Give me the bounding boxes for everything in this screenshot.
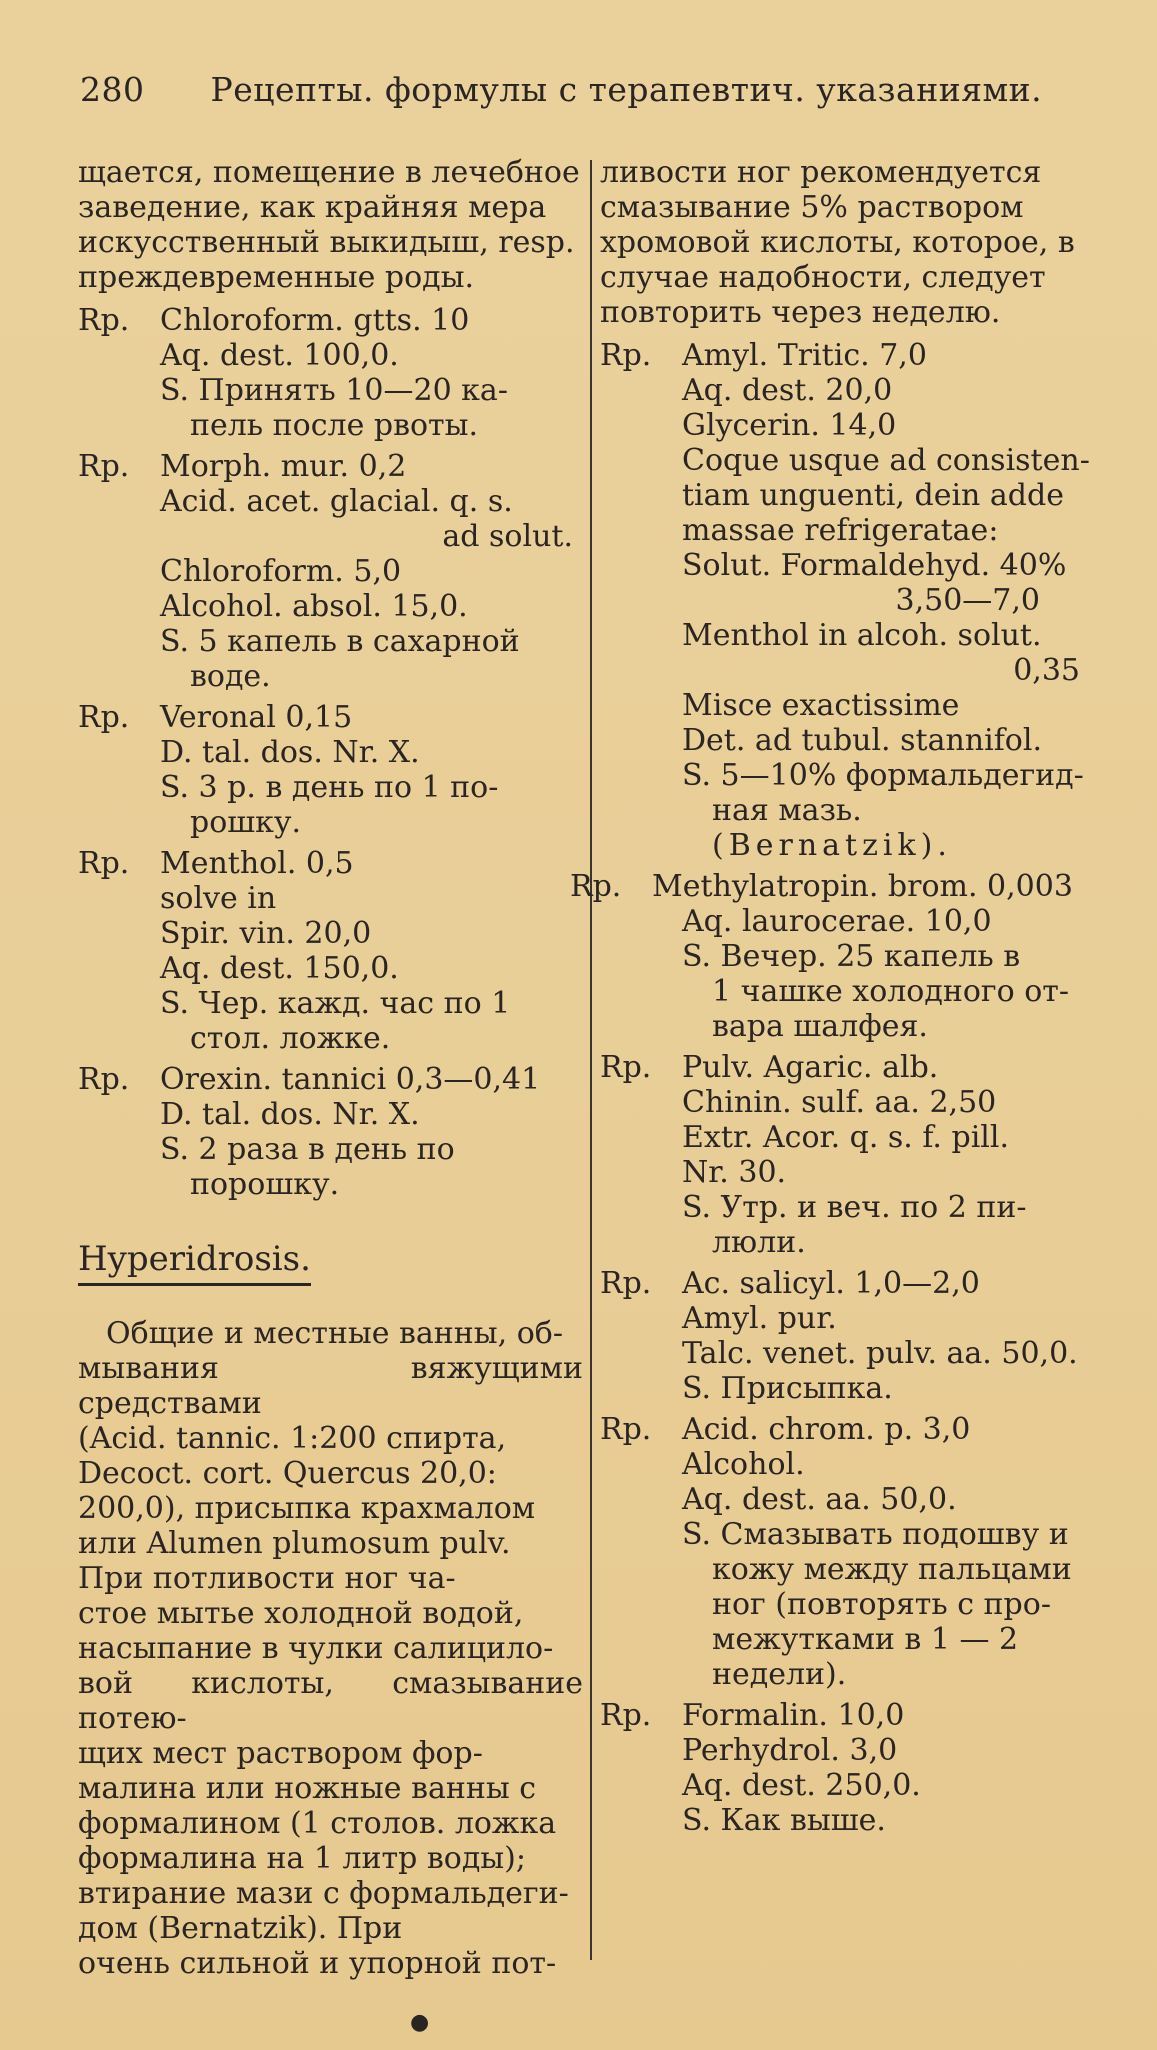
rx-line: вара шалфея. [712, 1009, 928, 1044]
rp-label: Rp. [78, 449, 130, 484]
prescription [78, 449, 583, 694]
column-divider [590, 160, 592, 1960]
rx-line: рошку. [190, 805, 302, 840]
rx-line: Aq. dest. 20,0 [682, 373, 893, 408]
rx-line: (Bernatzik). [712, 828, 952, 863]
rx-line: S. Как выше. [682, 1803, 886, 1838]
rx-line: Extr. Acor. q. s. f. pill. [682, 1120, 1010, 1155]
rx-line: Spir. vin. 20,0 [160, 916, 372, 951]
prescription-body [160, 449, 583, 694]
rx-line: Alcohol. absol. 15,0. [160, 589, 468, 624]
prescription [78, 303, 583, 443]
prescription-body [652, 869, 1100, 1044]
rx-line: Morph. mur. 0,2 [160, 449, 407, 484]
rx-line: Det. ad tubul. stannifol. [682, 723, 1042, 758]
rx-line: Menthol. 0,5 [160, 846, 354, 881]
rx-line: пель после рвоты. [190, 408, 479, 443]
rp-label: Rp. [600, 338, 652, 373]
rx-line: S. 3 р. в день по 1 по- [160, 770, 499, 805]
rx-line: Amyl. pur. [682, 1301, 837, 1336]
rp-label: Rp. [600, 1698, 652, 1733]
rp-label: Rp. [570, 869, 622, 904]
rx-line: воде. [190, 659, 271, 694]
text-line: мывания вяжущими средствами [78, 1351, 583, 1421]
ink-blot: ● [410, 2010, 430, 2035]
prescription-body [682, 1698, 1100, 1838]
rp-label: Rp. [600, 1412, 652, 1447]
text-line: хромовой кислоты, которое, в [600, 225, 1075, 260]
rx-line: Orexin. tannici 0,3—0,41 [160, 1062, 541, 1097]
section-paragraph [78, 1316, 583, 1981]
rx-line: недели). [712, 1657, 847, 1692]
rx-line: S. 5—10% формальдегид- [682, 758, 1084, 793]
rx-line: Chinin. sulf. aa. 2,50 [682, 1085, 997, 1120]
rx-line: кожу между пальцами [712, 1552, 1072, 1587]
rx-line: Coque usque ad consisten- [682, 443, 1090, 478]
prescription [600, 1698, 1100, 1838]
text-line: заведение, как крайняя мера [78, 190, 547, 225]
rx-line: люли. [712, 1225, 806, 1260]
rx-line: D. tal. dos. Nr. X. [160, 735, 420, 770]
text-line: При потливости ног ча- [78, 1561, 456, 1596]
rx-line: 0,35 [1013, 653, 1080, 688]
text-line: ливости ног рекомендуется [600, 155, 1042, 190]
rx-line: Aq. dest. 150,0. [160, 951, 399, 986]
rx-line: Pulv. Agaric. alb. [682, 1050, 939, 1085]
text-line: щается, помещение в лечебное [78, 155, 580, 190]
text-line: Общие и местные ванны, об- [106, 1316, 563, 1351]
rx-line: стол. ложке. [190, 1021, 391, 1056]
rx-line: Methylatropin. brom. 0,003 [652, 869, 1073, 904]
text-line: искусственный выкидыш, resp. [78, 225, 575, 260]
prescription-body [682, 1266, 1100, 1406]
text-line: смазывание 5% раствором [600, 190, 1024, 225]
rx-line: Perhydrol. 3,0 [682, 1733, 898, 1768]
left-column [78, 155, 583, 1989]
prescription [600, 1050, 1100, 1260]
rx-line: Misce exactissime [682, 688, 960, 723]
text-line: вой кислоты, смазывание потею- [78, 1666, 583, 1736]
prescription-body [682, 1050, 1100, 1260]
right-column [570, 155, 1100, 1838]
rx-line: S. 5 капель в сахарной [160, 624, 520, 659]
text-line: (Acid. tannic. 1:200 спирта, [78, 1421, 507, 1456]
rx-line: S. Принять 10—20 ка- [160, 373, 508, 408]
text-line: очень сильной и упорной пот- [78, 1946, 557, 1981]
rx-line: tiam unguenti, dein adde [682, 478, 1064, 513]
rx-line: Nr. 30. [682, 1155, 787, 1190]
rx-line: порошку. [190, 1167, 340, 1202]
prescription [570, 869, 1100, 1044]
text-line: насыпание в чулки салицило- [78, 1631, 554, 1666]
rx-line: ad solut. [442, 519, 573, 554]
rx-line: 3,50—7,0 [895, 583, 1040, 618]
rx-line: S. Чер. кажд. час по 1 [160, 986, 511, 1021]
right-intro-paragraph [600, 155, 1100, 330]
rx-line: Amyl. Tritic. 7,0 [682, 338, 927, 373]
rx-line: Menthol in alcoh. solut. [682, 618, 1042, 653]
text-line: стое мытье холодной водой, [78, 1596, 524, 1631]
rx-line: ная мазь. [712, 793, 862, 828]
prescription-body [682, 1412, 1100, 1692]
prescription-body [160, 700, 583, 840]
rx-line: solve in [160, 881, 277, 916]
prescription-body [682, 338, 1100, 863]
rx-line: Talc. venet. pulv. aa. 50,0. [682, 1336, 1078, 1371]
rx-line: Solut. Formaldehyd. 40% [682, 548, 1067, 583]
rx-line: S. Вечер. 25 капель в [682, 939, 1021, 974]
rp-label: Rp. [600, 1266, 652, 1301]
rx-line: Aq. dest. 250,0. [682, 1768, 921, 1803]
prescription-body [160, 303, 583, 443]
rx-line: S. Смазывать подошву и [682, 1517, 1069, 1552]
text-line: случае надобности, следует [600, 260, 1046, 295]
rx-line: Veronal 0,15 [160, 700, 353, 735]
prescription-body [160, 1062, 583, 1202]
left-intro-paragraph [78, 155, 583, 295]
rp-label: Rp. [78, 846, 130, 881]
text-line: повторить через неделю. [600, 295, 1001, 330]
rx-line: Acid. chrom. p. 3,0 [682, 1412, 971, 1447]
text-line: втирание мази с формальдеги- [78, 1876, 569, 1911]
rx-line: Alcohol. [682, 1447, 805, 1482]
running-title: Рецепты. формулы с терапевтич. указаниями. [210, 70, 1043, 109]
rx-line: massae refrigeratae: [682, 513, 999, 548]
text-line: щих мест раствором фор- [78, 1736, 483, 1771]
text-line: преждевременные роды. [78, 260, 475, 295]
text-line: формалином (1 столов. ложка [78, 1806, 557, 1841]
rx-line: Formalin. 10,0 [682, 1698, 905, 1733]
page-number: 280 [80, 70, 145, 109]
rx-line: Aq. dest. 100,0. [160, 338, 399, 373]
rx-line: Aq. laurocerae. 10,0 [682, 904, 992, 939]
prescription [78, 846, 583, 1056]
text-line: Decoct. cort. Quercus 20,0: [78, 1456, 497, 1491]
page-header [80, 70, 1080, 109]
section-heading: Hyperidrosis. [78, 1242, 311, 1286]
prescription [600, 1266, 1100, 1406]
rx-line: D. tal. dos. Nr. X. [160, 1097, 420, 1132]
rx-line: ног (повторять с про- [712, 1587, 1051, 1622]
prescription [78, 700, 583, 840]
rx-line: S. Утр. и веч. по 2 пи- [682, 1190, 1027, 1225]
prescription [78, 1062, 583, 1202]
rx-line: S. Присыпка. [682, 1371, 893, 1406]
text-line: или Alumen plumosum pulv. [78, 1526, 511, 1561]
prescription [600, 1412, 1100, 1692]
prescription [600, 338, 1100, 863]
rx-line: межутками в 1 — 2 [712, 1622, 1019, 1657]
text-line: 200,0), присыпка крахмалом [78, 1491, 536, 1526]
rp-label: Rp. [78, 1062, 130, 1097]
rp-label: Rp. [600, 1050, 652, 1085]
rx-line: Aq. dest. aa. 50,0. [682, 1482, 957, 1517]
rx-line: Chloroform. 5,0 [160, 554, 402, 589]
rx-line: Ac. salicyl. 1,0—2,0 [682, 1266, 980, 1301]
text-line: формалина на 1 литр воды); [78, 1841, 526, 1876]
rx-line: Acid. acet. glacial. q. s. [160, 484, 513, 519]
rx-line: Chloroform. gtts. 10 [160, 303, 470, 338]
text-line: малина или ножные ванны с [78, 1771, 537, 1806]
rx-line: S. 2 раза в день по [160, 1132, 455, 1167]
rx-line: Glycerin. 14,0 [682, 408, 897, 443]
text-line: дом (Bernatzik). При [78, 1911, 403, 1946]
prescription-body [160, 846, 583, 1056]
rp-label: Rp. [78, 700, 130, 735]
rp-label: Rp. [78, 303, 130, 338]
rx-line: 1 чашке холодного от- [712, 974, 1070, 1009]
